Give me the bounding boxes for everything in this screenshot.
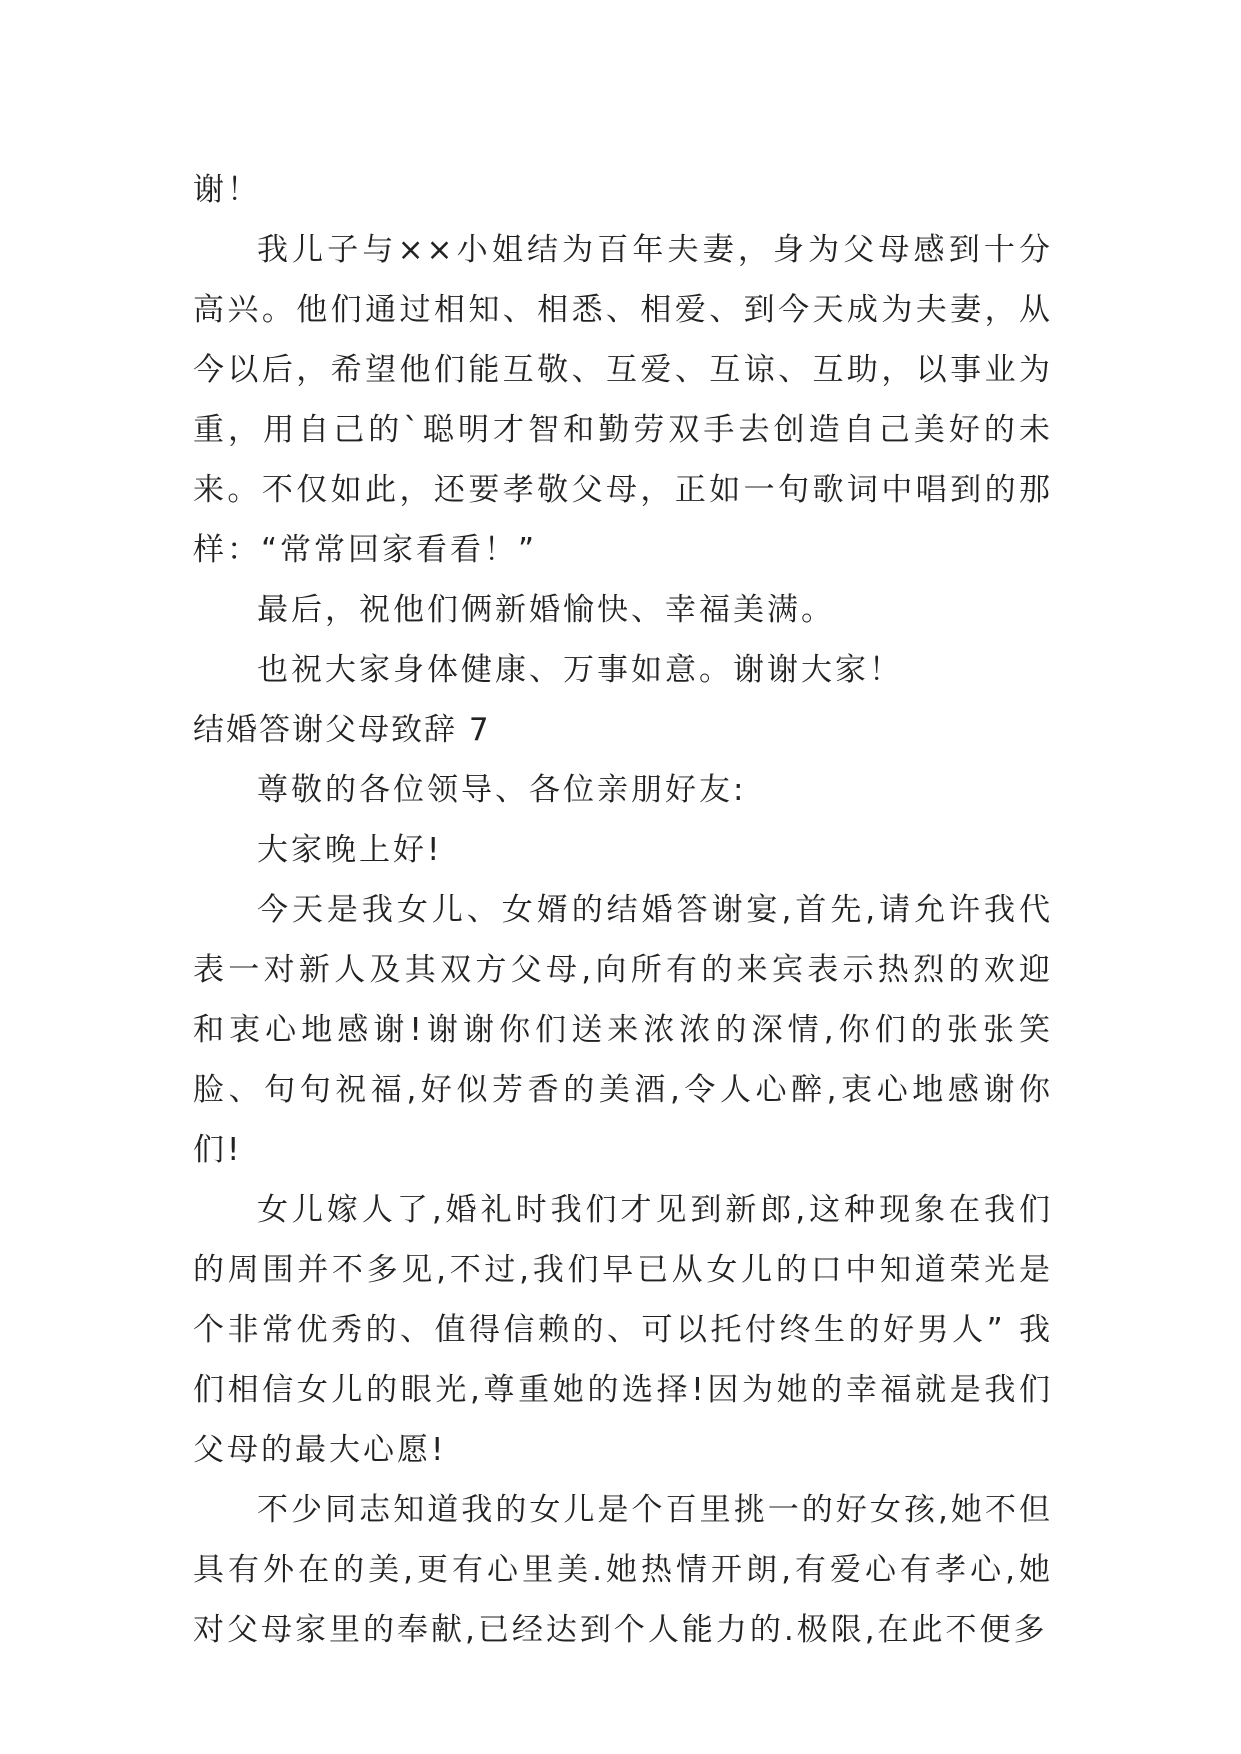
intro-fragment: 谢！ xyxy=(193,172,261,208)
paragraph-marriage: 我儿子与××小姐结为百年夫妻，身为父母感到十分高兴。他们通过相知、相悉、相爱、到今天成为夫妻，从今以后，希望他们能互敬、互爱、互谅、互助，以事业为重，用自己的`聪明才智和勤劳双手去创造自己美好的未来。不仅如此，还要孝敬父母，正如一句歌词中唱到的那样：“常常回家看看！” xyxy=(193,232,1053,568)
paragraph-groom: 女儿嫁人了,婚礼时我们才见到新郎,这种现象在我们的周围并不多见,不过,我们早已从女儿的口中知道荣光是个非常优秀的、值得信赖的、可以托付终生的好男人” 我们相信女儿的眼光,尊重她的选择!因为她的幸福就是我们父母的最大心愿! xyxy=(193,1192,1053,1468)
paragraph-daughter: 不少同志知道我的女儿是个百里挑一的好女孩,她不但具有外在的美,更有心里美.她热情开朗,有爱心有孝心,她对父母家里的奉献,已经达到个人能力的.极限,在此不便多 xyxy=(193,1492,1053,1648)
section-title: 结婚答谢父母致辞 7 xyxy=(193,712,491,748)
salutation: 尊敬的各位领导、各位亲朋好友: xyxy=(257,772,747,808)
document-body xyxy=(193,160,1053,1660)
paragraph-thanks-all: 也祝大家身体健康、万事如意。谢谢大家！ xyxy=(257,652,903,688)
paragraph-banquet: 今天是我女儿、女婿的结婚答谢宴,首先,请允许我代表一对新人及其双方父母,向所有的来宾表示热烈的欢迎和衷心地感谢!谢谢你们送来浓浓的深情,你们的张张笑脸、句句祝福,好似芳香的美酒,令人心醉,衷心地感谢你们! xyxy=(193,892,1053,1168)
greeting: 大家晚上好! xyxy=(257,832,443,868)
paragraph-wish: 最后，祝他们俩新婚愉快、幸福美满。 xyxy=(257,592,835,628)
